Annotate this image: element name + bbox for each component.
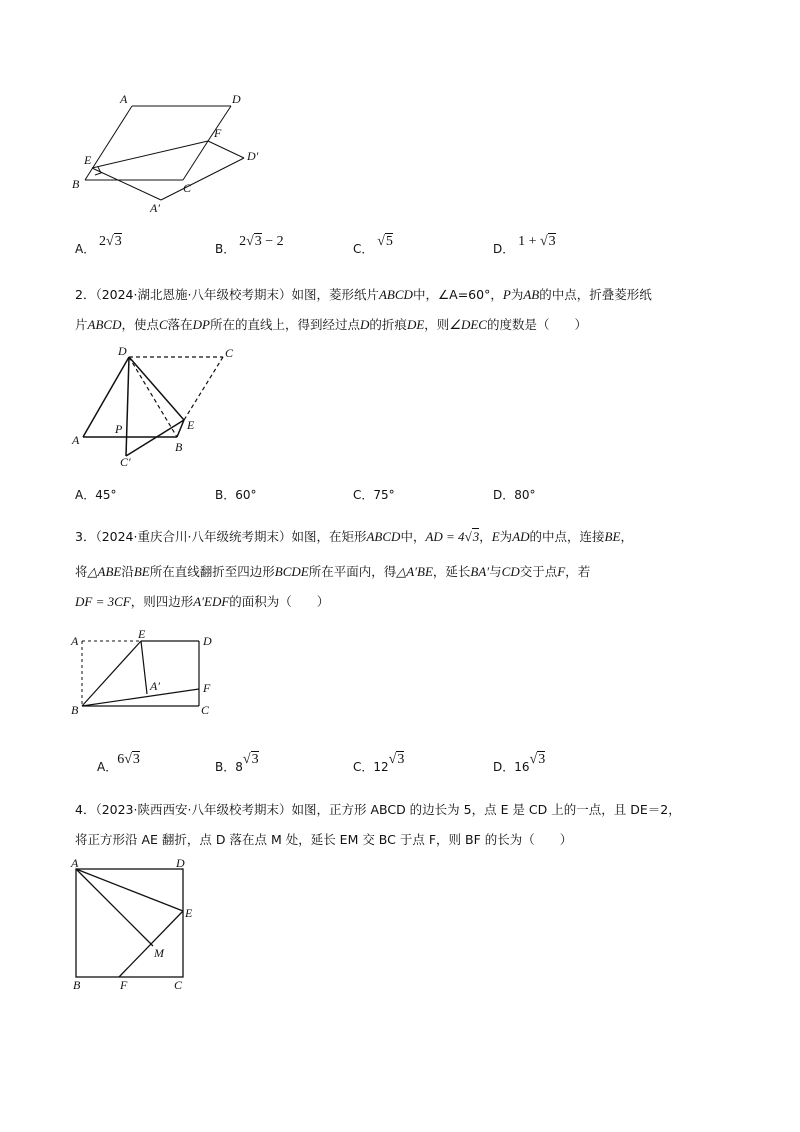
q2-option-d[interactable]: D．80° bbox=[493, 488, 536, 502]
label-E: E bbox=[84, 153, 92, 167]
q1-option-a[interactable]: A． 2√3 bbox=[75, 234, 122, 256]
segment-BE bbox=[82, 641, 141, 706]
q1-option-d[interactable]: D． 1 + √3 bbox=[493, 234, 556, 256]
q2-options bbox=[75, 486, 715, 510]
label-Aprime: A′ bbox=[150, 679, 160, 693]
label-A: A bbox=[71, 634, 79, 648]
segment-EF bbox=[92, 141, 208, 168]
q2-line-1: 2．（2024·湖北恩施·八年级校考期末）如图，菱形纸片ABCD中，∠A=60°，P为AB的中点，折叠菱形纸 bbox=[75, 287, 652, 302]
q4-line-1: 4．（2023·陕西西安·八年级校考期末）如图，正方形 ABCD 的边长为 5，点 E 是 CD 上的一点，且 DE＝2， bbox=[75, 802, 681, 817]
figure-4-square-fold bbox=[66, 855, 206, 993]
segment-CE-dashed bbox=[184, 357, 223, 420]
segment-FDp bbox=[208, 141, 244, 158]
segment-EAp bbox=[92, 168, 161, 200]
segment-AB bbox=[85, 106, 132, 180]
figure-1-parallelogram-fold bbox=[60, 88, 280, 220]
label-D: D bbox=[176, 856, 185, 870]
label-B: B bbox=[72, 177, 80, 191]
q2-option-a[interactable]: A．45° bbox=[75, 488, 117, 502]
segment-EAp bbox=[141, 641, 147, 694]
question-2-text bbox=[75, 280, 725, 340]
label-E: E bbox=[138, 628, 146, 641]
label-C: C bbox=[183, 181, 192, 195]
label-Aprime: A′ bbox=[150, 201, 160, 215]
q2-line-2: 片ABCD，使点C落在DP所在的直线上，得到经过点D的折痕DE，则∠DEC的度数是（ ） bbox=[75, 317, 587, 332]
label-F: F bbox=[120, 978, 128, 992]
q1-options bbox=[75, 234, 715, 264]
label-Cprime: C′ bbox=[120, 455, 131, 469]
q3-option-d[interactable]: D．16√3 bbox=[493, 752, 546, 774]
label-P: P bbox=[115, 422, 123, 436]
label-B: B bbox=[175, 440, 183, 454]
label-E: E bbox=[187, 418, 195, 432]
segment-DpAp bbox=[161, 158, 244, 200]
label-F: F bbox=[203, 681, 211, 695]
segment-DPC bbox=[126, 357, 129, 456]
label-C: C bbox=[174, 978, 183, 992]
label-D: D bbox=[232, 92, 241, 106]
question-4-text bbox=[75, 795, 725, 855]
label-Dprime: D′ bbox=[247, 149, 259, 163]
segment-AE bbox=[76, 869, 183, 911]
label-D: D bbox=[118, 344, 127, 358]
label-A: A bbox=[71, 856, 79, 870]
segment-FC bbox=[183, 141, 208, 180]
question-3-text bbox=[75, 522, 725, 617]
q3-line-1: 3．（2024·重庆合川·八年级统考期末）如图，在矩形ABCD中，AD = 4√3，E为AD的中点，连接BE， bbox=[75, 529, 633, 544]
q3-options bbox=[75, 752, 715, 782]
label-M: M bbox=[154, 946, 164, 960]
label-E: E bbox=[185, 906, 193, 920]
q2-option-c[interactable]: C．75° bbox=[353, 488, 395, 502]
figure-2-rhombus-fold bbox=[68, 340, 248, 470]
q2-option-b[interactable]: B．60° bbox=[215, 488, 257, 502]
q3-line-2: 将△ABE沿BE所在直线翻折至四边形BCDE所在平面内，得△A′BE，延长BA′与CD交于点F，若 bbox=[75, 564, 591, 579]
q4-line-2: 将正方形沿 AE 翻折，点 D 落在点 M 处，延长 EM 交 BC 于点 F，则 BF 的长为（ ） bbox=[75, 832, 573, 847]
q1-option-b[interactable]: B． 2√3 − 2 bbox=[215, 234, 284, 256]
label-B: B bbox=[71, 703, 79, 717]
segment-BF bbox=[82, 689, 199, 706]
segment-DE bbox=[129, 357, 184, 420]
label-B: B bbox=[73, 978, 81, 992]
label-F: F bbox=[214, 126, 222, 140]
q3-option-b[interactable]: B．8√3 bbox=[215, 752, 259, 774]
label-D: D bbox=[203, 634, 212, 648]
figure-3-rectangle-fold bbox=[68, 628, 228, 720]
segment-AM bbox=[76, 869, 153, 946]
q3-option-c[interactable]: C．12√3 bbox=[353, 752, 405, 774]
segment-DB-dashed bbox=[129, 357, 177, 437]
label-C: C bbox=[225, 346, 234, 360]
label-A: A bbox=[120, 92, 128, 106]
label-A: A bbox=[72, 433, 80, 447]
q3-option-a[interactable]: A．6√3 bbox=[97, 752, 140, 774]
q3-line-3: DF = 3CF，则四边形A′EDF的面积为（ ） bbox=[75, 594, 330, 609]
q1-option-c[interactable]: C． √5 bbox=[353, 234, 393, 256]
label-C: C bbox=[201, 703, 210, 717]
